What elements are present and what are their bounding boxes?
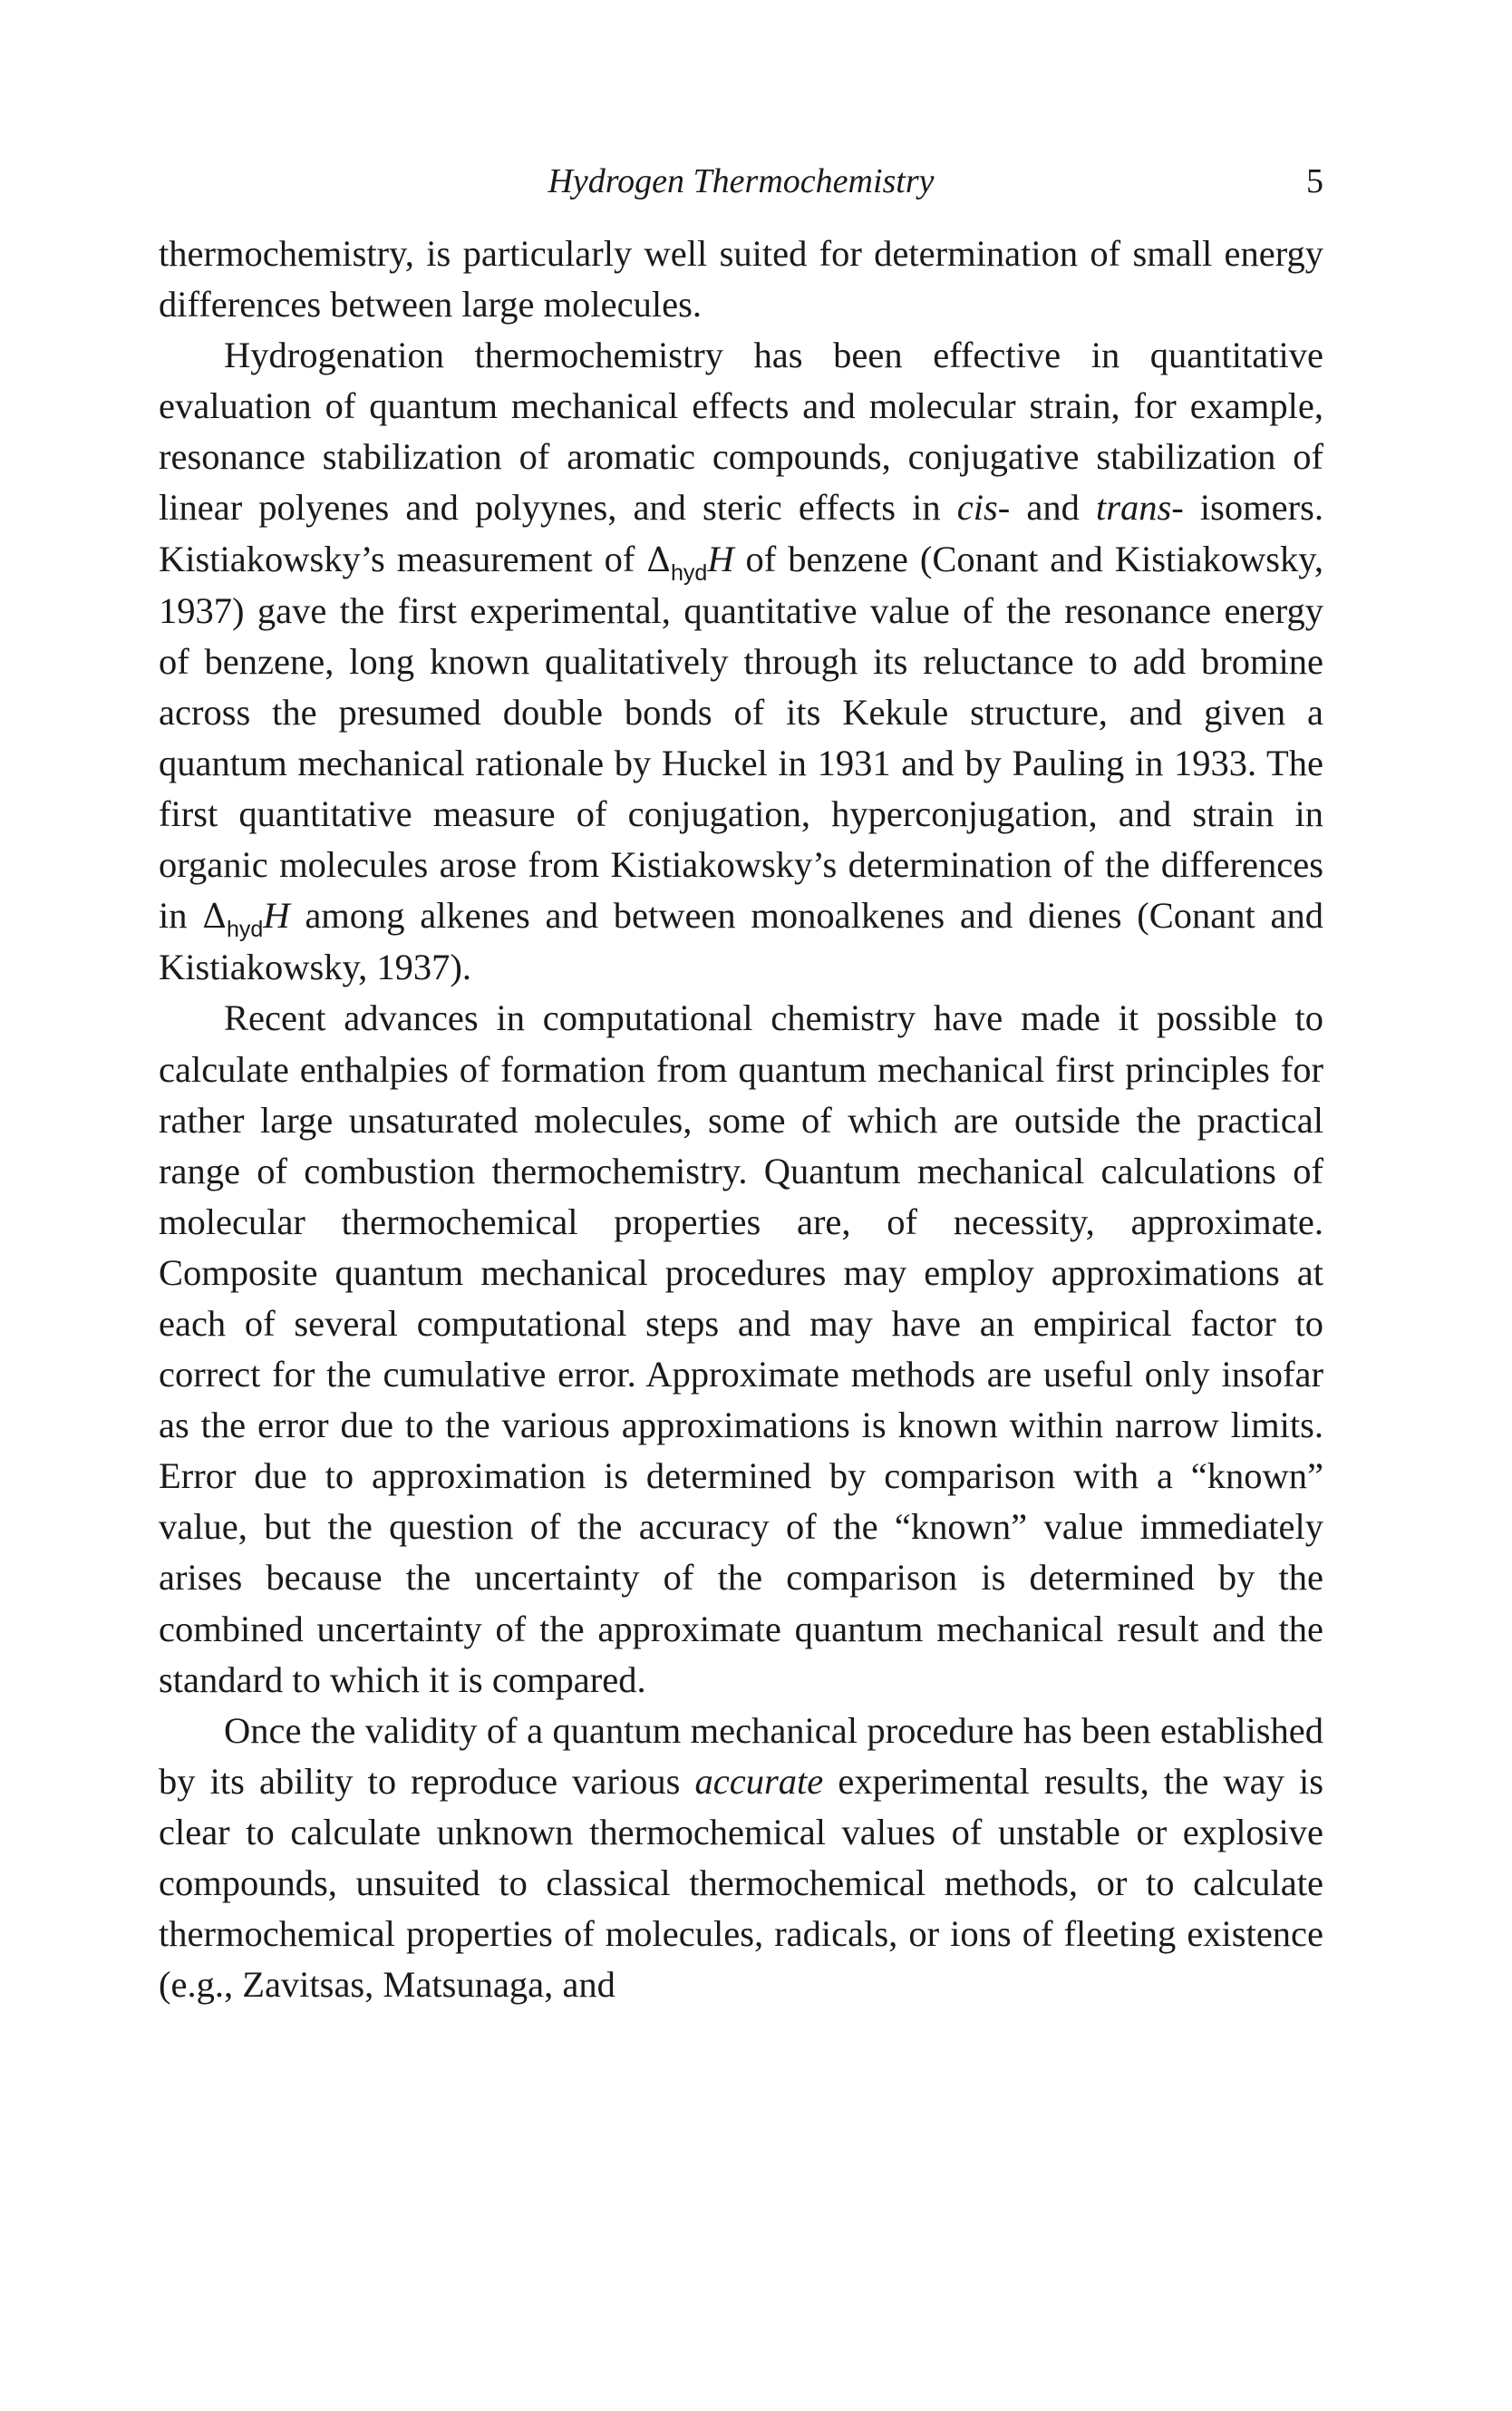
paragraph-2 — [159, 330, 1323, 993]
running-header — [159, 154, 1323, 209]
paragraph-1 — [159, 228, 1323, 330]
text-run: isomers. Kistiakowsky’s measurement of — [159, 487, 1323, 579]
paragraph-4 — [159, 1706, 1323, 2011]
enthalpy-symbol: H — [263, 895, 290, 937]
text-run: experimental results, the way is clear to calculate unknown thermochemical values of unstable or explosive compounds, unsuited to classical thermochemical methods, or to calculate thermochemical properties of molecules, radicals, or ions of fleeting existence (e.g., Zavitsas, Matsunaga, and — [159, 1760, 1323, 2006]
delta-symbol: Δ — [202, 897, 227, 937]
page-number: 5 — [1306, 162, 1323, 200]
italic-term: accurate — [694, 1760, 824, 1802]
text-run: Recent advances in computational chemistry have made it possible to calculate enthalpies of formation from quantum mechanical first principles for rather large unsaturated molecules, some of which are outside the practical range of combustion thermochemistry. Quantum mechanical calculations of molecular thermochemical properties are, of necessity, approximate. Composite quantum mechanical procedures may employ approximations at each of several computational steps and may have an empirical factor to correct for the cumulative error. Approximate methods are useful only insofar as the error due to the various approximations is known within narrow limits. Error due to approximation is determined by comparison with a “known” value, but the question of the accuracy of the “known” value immediately arises because the uncertainty of the comparison is determined by the combined uncertainty of the approximate quantum mechanical result and the standard to which it is compared. — [159, 997, 1323, 1700]
hyd-subscript: hyd — [671, 559, 708, 586]
text-run: thermochemistry, is particularly well suited for determination of small energy differences between large molecules. — [159, 233, 1323, 326]
delta-symbol: Δ — [646, 540, 672, 579]
italic-term: cis- — [956, 487, 1011, 529]
text-run: Once the validity of a quantum mechanical procedure has been established by its ability to reproduce various — [159, 1709, 1323, 1802]
hyd-subscript: hyd — [227, 917, 264, 943]
body-text — [159, 228, 1323, 2010]
text-run: Hydrogenation thermochemistry has been effective in quantitative evaluation of quantum mechanical effects and molecular strain, for example, resonance stabilization of aromatic compounds, conjugative stabilization of linear polyenes and polyynes, and steric effects in — [159, 335, 1323, 529]
italic-term: trans- — [1096, 487, 1184, 529]
text-run: and — [1010, 487, 1096, 529]
text-run: of benzene (Conant and Kistiakowsky, 1937) gave the first experimental, quantitative value of the resonance energy of benzene, long known qualitatively through its reluctance to add bromine across the presumed double bonds of its Kekule structure, and given a quantum mechanical rationale by Huckel in 1931 and by Pauling in 1933. The first quantitative measure of conjugation, hyperconjugation, and strain in organic molecules arose from Kistiakowsky’s determination of the differences in — [159, 538, 1323, 937]
running-title: Hydrogen Thermochemistry — [548, 162, 935, 200]
enthalpy-symbol: H — [707, 538, 734, 579]
text-run: among alkenes and between monoalkenes and dienes (Conant and Kistiakowsky, 1937). — [159, 895, 1323, 988]
paragraph-3 — [159, 993, 1323, 1705]
book-page — [159, 154, 1323, 2010]
